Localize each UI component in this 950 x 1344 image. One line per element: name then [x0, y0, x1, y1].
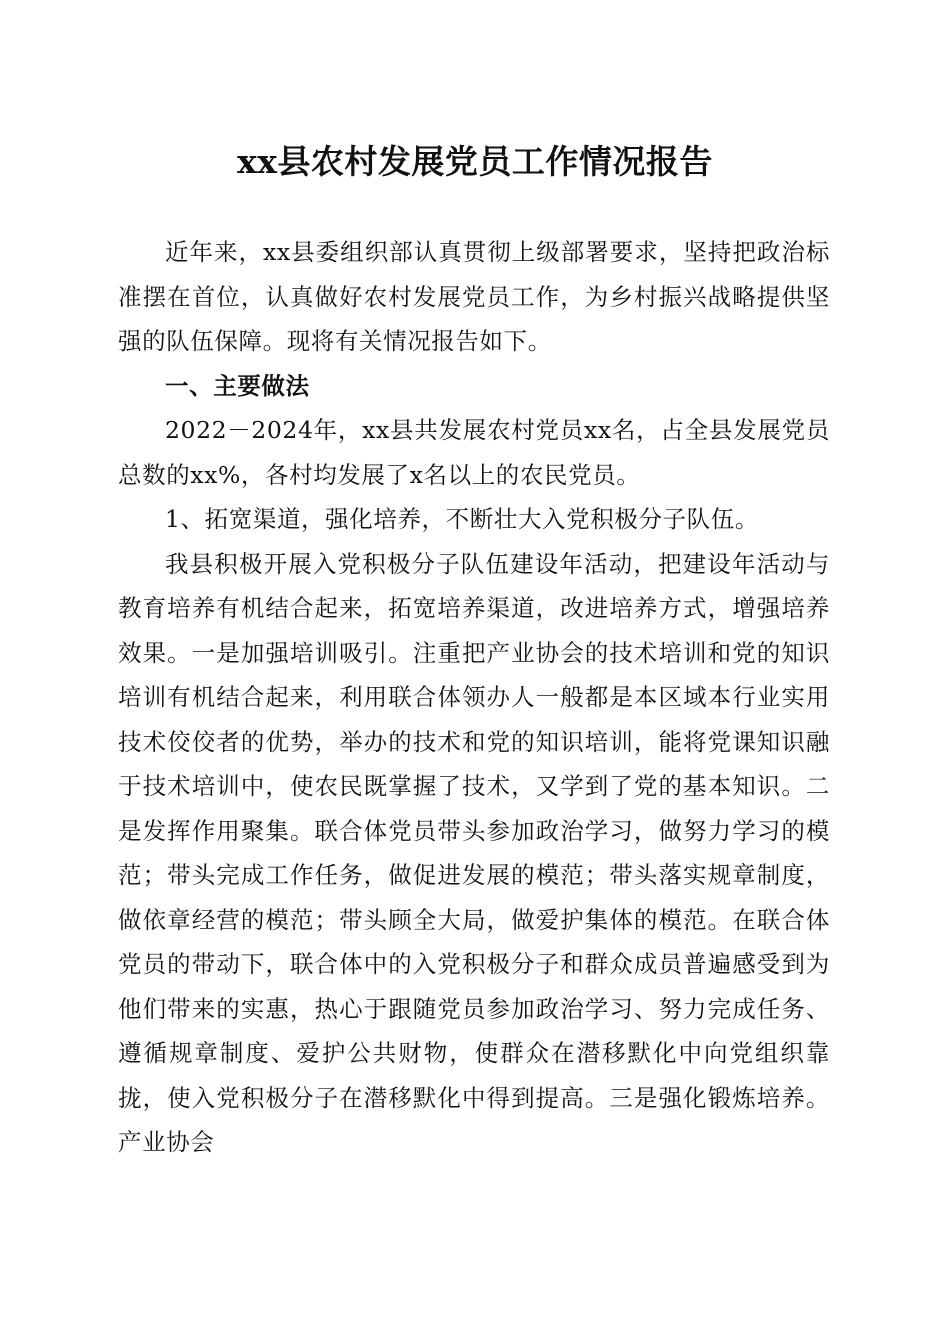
body-paragraph: 我县积极开展入党积极分子队伍建设年活动，把建设年活动与教育培养有机结合起来，拓宽培养渠道，改进培养方式，增强培养效果。一是加强培训吸引。注重把产业协会的技术培训和党的知识培训有机结合起来，利用联合体领办人一般都是本区域本行业实用技术佼佼者的优势，举办的技术和党的知识培训，能将党课知识融于技术培训中，使农民既掌握了技术，又学到了党的基本知识。二是发挥作用聚集。联合体党员带头参加政治学习，做努力学习的模范；带头完成工作任务，做促进发展的模范；带头落实规章制度，做依章经营的模范；带头顾全大局，做爱护集体的模范。在联合体党员的带动下，联合体中的入党积极分子和群众成员普遍感受到为他们带来的实惠，热心于跟随党员参加政治学习、努力完成任务、遵循规章制度、爱护公共财物，使群众在潜移默化中向党组织靠拢，使入党积极分子在潜移默化中得到提高。三是强化锻炼培养。产业协会 [118, 549, 830, 1156]
document-title: xx县农村发展党员工作情况报告 [237, 142, 713, 181]
subheading-paragraph: 1、拓宽渠道，强化培养，不断壮大入党积极分子队伍。 [165, 505, 759, 533]
section-heading-main-practices: 一、主要做法 [165, 371, 310, 400]
document-body [118, 230, 830, 1165]
intro-paragraph: 近年来，xx县委组织部认真贯彻上级部署要求，坚持把政治标准摆在首位，认真做好农村发展党员工作，为乡村振兴战略提供坚强的队伍保障。现将有关情况报告如下。 [118, 238, 830, 355]
statistics-paragraph: 2022－2024年，xx县共发展农村党员xx名，占全县发展党员总数的xx%，各村均发展了x名以上的农民党员。 [118, 416, 830, 489]
